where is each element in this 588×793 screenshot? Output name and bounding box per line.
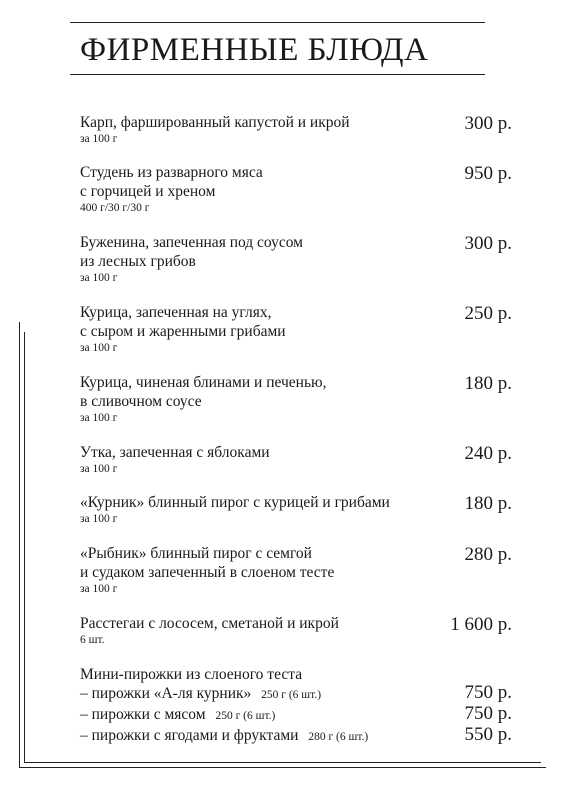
mini-pie-row	[80, 705, 512, 726]
item-weight: за 100 г	[80, 513, 118, 525]
item-price: 250 р.	[464, 303, 512, 324]
item-name: с горчицей и хреном	[80, 183, 216, 200]
item-weight: за 100 г	[80, 583, 118, 595]
menu-item	[80, 373, 512, 425]
item-weight: за 100 г	[80, 272, 118, 284]
item-name: Курица, чиненая блинами и печенью,	[80, 374, 327, 391]
item-name: из лесных грибов	[80, 253, 196, 270]
item-price: 1 600 р.	[450, 614, 512, 635]
item-name: Утка, запеченная с яблоками	[80, 444, 270, 461]
page-title: ФИРМЕННЫЕ БЛЮДА	[80, 32, 429, 68]
mini-pie-name: – пирожки с мясом	[80, 706, 206, 723]
item-name: Студень из разварного мяса	[80, 164, 263, 181]
mini-pie-row	[80, 726, 512, 747]
item-weight: за 100 г	[80, 342, 118, 354]
item-name: в сливочном соусе	[80, 393, 202, 410]
left-frame-line-inner	[24, 332, 25, 762]
menu-item	[80, 233, 512, 285]
menu-item	[80, 443, 512, 476]
menu-item	[80, 303, 512, 355]
item-price: 280 р.	[464, 544, 512, 565]
item-name: «Курник» блинный пирог с курицей и грибами	[80, 494, 390, 511]
mini-pie-name: – пирожки с ягодами и фруктами	[80, 727, 299, 744]
mini-pie-weight: 250 г (6 шт.)	[261, 689, 322, 701]
item-weight: 400 г/30 г/30 г	[80, 202, 150, 214]
item-weight: за 100 г	[80, 133, 118, 145]
mini-pie-weight: 280 г (6 шт.)	[308, 731, 369, 743]
item-weight: 6 шт.	[80, 634, 105, 646]
mini-pies-heading: Мини-пирожки из слоеного теста	[80, 666, 303, 683]
item-price: 300 р.	[464, 113, 512, 134]
menu-item	[80, 163, 512, 215]
item-name: Буженина, запеченная под соусом	[80, 234, 303, 251]
item-weight: за 100 г	[80, 463, 118, 475]
item-name: и судаком запеченный в слоеном тесте	[80, 564, 335, 581]
menu-item	[80, 614, 512, 647]
item-name: Карп, фаршированный капустой и икрой	[80, 114, 350, 131]
mini-pie-weight: 250 г (6 шт.)	[215, 710, 276, 722]
item-price: 300 р.	[464, 233, 512, 254]
mini-pie-price: 550 р.	[464, 724, 512, 745]
item-name: Курица, запеченная на углях,	[80, 304, 272, 321]
mini-pies-block	[80, 665, 512, 747]
menu-item	[80, 493, 512, 526]
bottom-rule-inner	[24, 762, 541, 763]
menu-item	[80, 544, 512, 596]
bottom-rule-outer	[19, 767, 546, 768]
mini-pie-price: 750 р.	[464, 682, 512, 703]
item-name: Расстегаи с лососем, сметаной и икрой	[80, 615, 339, 632]
item-price: 240 р.	[464, 443, 512, 464]
title-underline	[70, 74, 485, 75]
item-name: с сыром и жаренными грибами	[80, 323, 286, 340]
item-price: 180 р.	[464, 373, 512, 394]
item-name: «Рыбник» блинный пирог с семгой	[80, 545, 312, 562]
item-price: 950 р.	[464, 163, 512, 184]
menu-item	[80, 113, 512, 146]
item-weight: за 100 г	[80, 412, 118, 424]
top-rule	[70, 22, 485, 23]
mini-pie-price: 750 р.	[464, 703, 512, 724]
item-price: 180 р.	[464, 493, 512, 514]
mini-pie-name: – пирожки «А-ля курник»	[80, 685, 252, 702]
mini-pie-row	[80, 684, 512, 705]
left-frame-line-outer	[19, 322, 20, 767]
